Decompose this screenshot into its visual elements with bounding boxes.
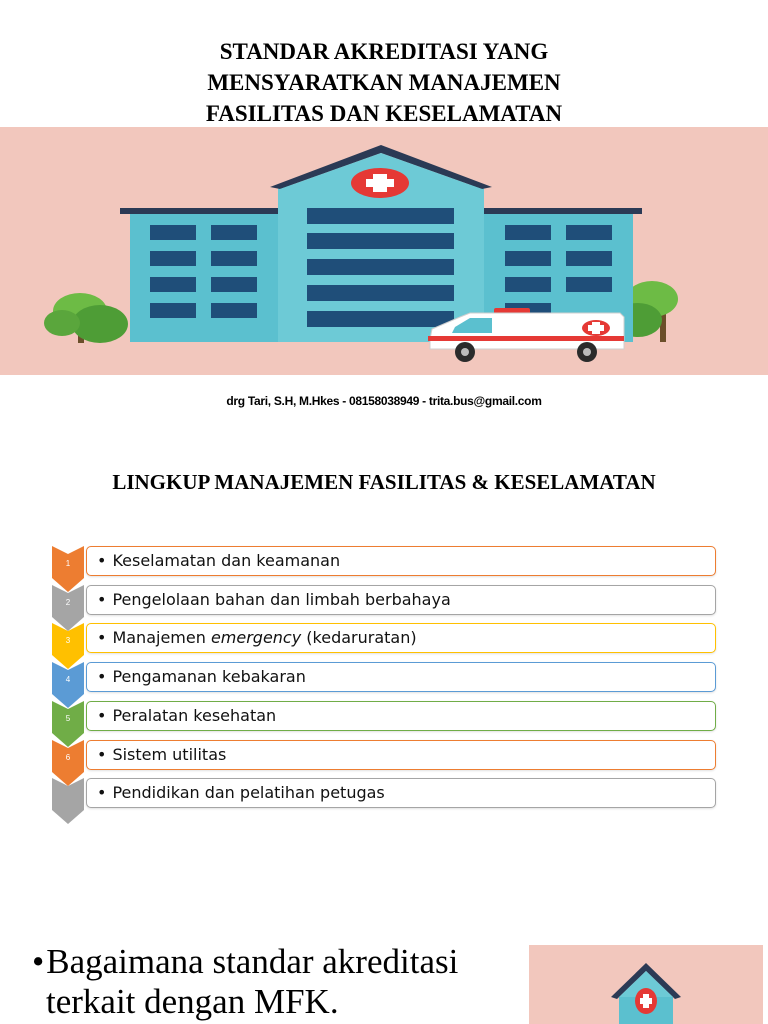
hospital-icon (529, 945, 763, 1024)
scope-item (52, 546, 716, 584)
slide3-bullet (32, 942, 512, 1022)
scope-item-box (86, 546, 716, 576)
scope-item-text (97, 667, 306, 686)
bullet-dot: • (97, 551, 107, 570)
scope-item-box (86, 662, 716, 692)
scope-item-box (86, 778, 716, 808)
scope-item-box (86, 585, 716, 615)
bullet-dot: • (97, 667, 107, 687)
hospital-building-icon (0, 127, 768, 375)
item-text: Keselamatan dan keamanan (112, 551, 341, 570)
scope-item (52, 662, 716, 700)
bullet-line (32, 982, 512, 1022)
scope-item-text (97, 706, 276, 725)
step-number: 6 (65, 752, 71, 762)
tree-icon (44, 293, 128, 343)
scope-item (52, 585, 716, 623)
bullet-dot: • (97, 783, 107, 803)
step-chevron-icon (52, 778, 84, 824)
item-text: Manajemen (112, 628, 211, 648)
scope-item-text (97, 745, 226, 764)
author-contact-line: drg Tari, S.H, M.Hkes - 08158038949 - trita.bus@gmail.com (226, 394, 542, 408)
bullet-dot: • (97, 705, 107, 725)
item-text-italic: emergency (210, 628, 302, 648)
scope-item-box (86, 701, 716, 731)
scope-item-box (86, 740, 716, 770)
title-line: STANDAR AKREDITASI YANG (219, 39, 549, 64)
hospital-thumbnail (529, 945, 763, 1024)
scope-item (52, 701, 716, 739)
step-number: 1 (65, 559, 71, 568)
item-text: Peralatan kesehatan (112, 705, 277, 725)
slide2-title: LINGKUP MANAJEMEN FASILITAS & KESELAMATAN (112, 470, 656, 494)
hospital-banner (0, 127, 768, 375)
bullet-dot: • (32, 942, 45, 981)
title-line: MENSYARATKAN MANAJEMEN (207, 70, 561, 95)
scope-item-text (97, 590, 451, 609)
title-line: FASILITAS DAN KESELAMATAN (205, 101, 563, 126)
scope-item-text (97, 628, 417, 647)
slide1-title (0, 36, 768, 129)
scope-item-box (86, 623, 716, 653)
bullet-text: Bagaimana standar akreditasi (46, 942, 459, 981)
item-text: Pengamanan kebakaran (112, 667, 306, 687)
item-text: Pengelolaan bahan dan limbah berbahaya (112, 589, 451, 609)
bullet-dot: • (97, 589, 107, 609)
step-number: 2 (65, 597, 71, 607)
step-number: 3 (65, 636, 71, 646)
item-text-suffix: (kedaruratan) (301, 628, 417, 648)
bullet-line (32, 942, 512, 982)
step-number: 4 (65, 675, 71, 685)
step-number: 5 (65, 713, 71, 723)
scope-item (52, 778, 716, 816)
scope-item-text (97, 783, 385, 802)
scope-item-text (97, 551, 340, 570)
bullet-dot: • (97, 744, 107, 764)
item-text: Sistem utilitas (112, 744, 227, 764)
bullet-text: terkait dengan MFK. (46, 982, 339, 1021)
item-text: Pendidikan dan pelatihan petugas (112, 783, 385, 803)
scope-item (52, 623, 716, 661)
bullet-dot: • (97, 628, 107, 648)
scope-item (52, 740, 716, 778)
